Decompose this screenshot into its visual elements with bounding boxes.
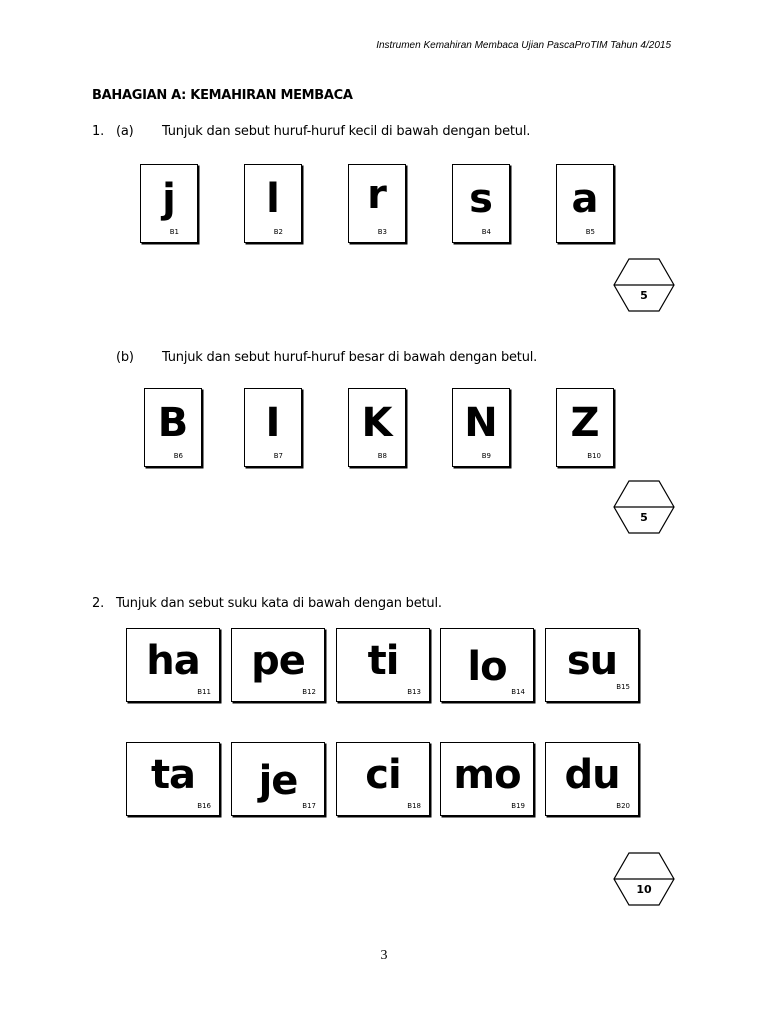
q1b-label: (b) xyxy=(116,350,134,365)
card-code: B20 xyxy=(616,802,630,810)
card-glyph: a xyxy=(571,176,599,222)
card-code: B5 xyxy=(585,228,595,236)
letter-card xyxy=(452,164,510,243)
card-code: B4 xyxy=(481,228,491,236)
letter-card xyxy=(452,388,510,467)
card-code: B2 xyxy=(273,228,283,236)
card-code: B10 xyxy=(587,452,601,460)
card-code: B15 xyxy=(616,683,630,691)
letter-card xyxy=(244,164,302,243)
syllable-card xyxy=(545,742,639,816)
card-glyph: N xyxy=(464,400,498,446)
card-code: B19 xyxy=(511,802,525,810)
q1a-label: (a) xyxy=(116,124,134,139)
card-code: B13 xyxy=(407,688,421,696)
syllable-card xyxy=(126,742,220,816)
hexagon-icon xyxy=(613,852,675,906)
syllable-card xyxy=(336,628,430,702)
hexagon-icon xyxy=(613,480,675,534)
score-hexagon xyxy=(613,480,675,534)
section-title: BAHAGIAN A: KEMAHIRAN MEMBACA xyxy=(92,88,353,103)
card-glyph: ci xyxy=(365,752,401,798)
syllable-card xyxy=(440,742,534,816)
letter-card xyxy=(348,388,406,467)
score-hexagon xyxy=(613,852,675,906)
card-glyph: du xyxy=(564,752,620,798)
card-code: B9 xyxy=(481,452,491,460)
document-header: Instrumen Kemahiran Membaca Ujian PascaProTIM Tahun 4/2015 xyxy=(376,40,671,51)
card-code: B18 xyxy=(407,802,421,810)
card-code: B16 xyxy=(197,802,211,810)
card-glyph: pe xyxy=(251,638,305,684)
syllable-card xyxy=(336,742,430,816)
card-code: B14 xyxy=(511,688,525,696)
letter-card xyxy=(140,164,198,243)
q1b-instruction: Tunjuk dan sebut huruf-huruf besar di bawah dengan betul. xyxy=(162,350,538,365)
card-glyph: ti xyxy=(367,638,399,684)
card-code: B7 xyxy=(273,452,283,460)
card-glyph: su xyxy=(566,638,618,684)
card-code: B8 xyxy=(377,452,387,460)
card-glyph: l xyxy=(266,176,280,222)
syllable-card xyxy=(440,628,534,702)
syllable-card xyxy=(126,628,220,702)
card-glyph: j xyxy=(162,176,176,222)
score-value: 5 xyxy=(640,511,648,524)
card-glyph: B xyxy=(157,400,189,446)
card-glyph: ha xyxy=(146,638,200,684)
card-glyph: lo xyxy=(467,644,507,690)
score-value: 10 xyxy=(636,883,652,896)
page-number: 3 xyxy=(380,948,388,963)
syllable-card xyxy=(231,628,325,702)
score-hexagon xyxy=(613,258,675,312)
score-value: 5 xyxy=(640,289,648,302)
card-glyph: Z xyxy=(570,400,600,446)
q2-number: 2. xyxy=(92,596,105,611)
card-glyph: s xyxy=(469,176,493,222)
q1-number: 1. xyxy=(92,124,105,139)
hexagon-icon xyxy=(613,258,675,312)
card-glyph: K xyxy=(361,400,393,446)
q1a-instruction: Tunjuk dan sebut huruf-huruf kecil di bawah dengan betul. xyxy=(162,124,531,139)
card-code: B11 xyxy=(197,688,211,696)
syllable-card xyxy=(231,742,325,816)
card-glyph: je xyxy=(258,758,298,804)
letter-card xyxy=(144,388,202,467)
card-glyph: I xyxy=(265,400,281,446)
card-code: B17 xyxy=(302,802,316,810)
letter-card xyxy=(348,164,406,243)
syllable-card xyxy=(545,628,639,702)
letter-card xyxy=(556,388,614,467)
q2-instruction: Tunjuk dan sebut suku kata di bawah dengan betul. xyxy=(116,596,442,611)
card-code: B6 xyxy=(173,452,183,460)
card-code: B1 xyxy=(169,228,179,236)
card-glyph: mo xyxy=(453,752,521,798)
card-code: B3 xyxy=(377,228,387,236)
card-glyph: r xyxy=(367,172,387,218)
card-code: B12 xyxy=(302,688,316,696)
letter-card xyxy=(556,164,614,243)
card-glyph: ta xyxy=(150,752,196,798)
letter-card xyxy=(244,388,302,467)
